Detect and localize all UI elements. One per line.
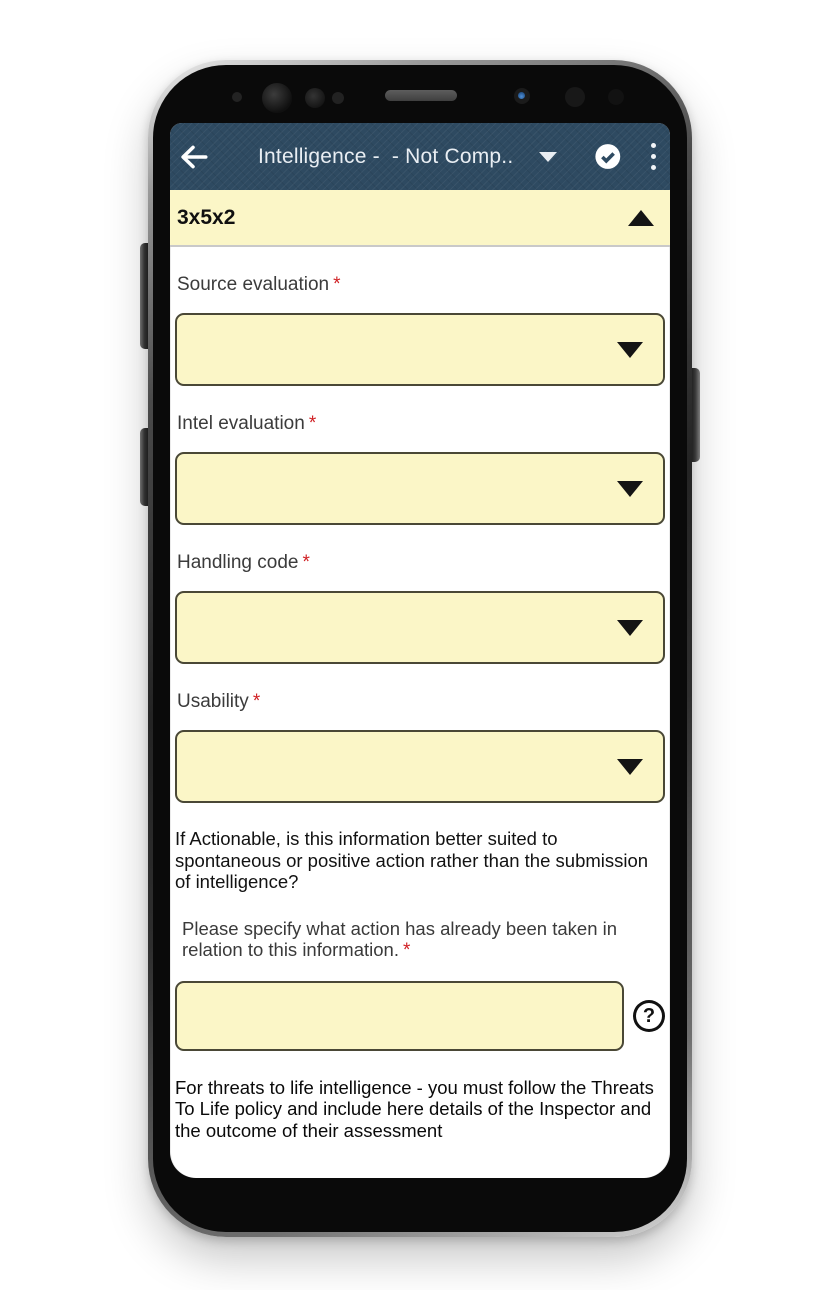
collapse-triangle-icon — [628, 210, 654, 226]
guidance-text: For threats to life intelligence - you must follow the Threats To Life policy and include here details of the Inspector and the outcome of their assessment — [175, 1076, 654, 1141]
page-title: Intelligence - - Not Comp.. — [258, 144, 514, 168]
required-asterisk: * — [308, 413, 317, 434]
dropdown-triangle-icon — [617, 759, 643, 775]
caret-down-icon[interactable] — [539, 152, 557, 162]
screen — [170, 123, 670, 1178]
required-asterisk: * — [402, 940, 411, 961]
sensor-dot — [608, 89, 624, 105]
front-camera — [262, 83, 292, 113]
required-asterisk: * — [302, 552, 310, 573]
check-circle-icon[interactable] — [595, 140, 621, 173]
sensor-dot — [565, 87, 585, 107]
earpiece-speaker — [385, 90, 457, 101]
handling-code-select[interactable] — [175, 591, 665, 664]
required-asterisk: * — [333, 274, 341, 295]
proximity-sensor — [232, 92, 242, 102]
dropdown-triangle-icon — [617, 342, 643, 358]
light-sensor — [332, 92, 344, 104]
source-evaluation-select[interactable] — [175, 313, 665, 386]
field-label: Handling code * — [177, 552, 310, 573]
app-bar — [170, 123, 670, 190]
usability-select[interactable] — [175, 730, 665, 803]
back-arrow-icon[interactable] — [176, 140, 210, 174]
phone-frame — [148, 60, 692, 1237]
section-header[interactable] — [170, 190, 670, 247]
overflow-menu-icon[interactable] — [651, 143, 656, 170]
field-label: Intel evaluation * — [177, 413, 317, 434]
section-title: 3x5x2 — [177, 205, 236, 229]
form-content — [170, 274, 670, 1141]
phone-bezel — [153, 65, 687, 1232]
field-label: Usability * — [177, 691, 261, 712]
help-question-icon[interactable]: ? — [633, 1000, 665, 1032]
intel-evaluation-select[interactable] — [175, 452, 665, 525]
iris-sensor — [305, 88, 325, 108]
dropdown-triangle-icon — [617, 481, 643, 497]
question-text: If Actionable, is this information better suited to spontaneous or positive action rather than the submission of intelligence? — [175, 828, 649, 892]
required-asterisk: * — [252, 691, 261, 712]
notification-led — [514, 88, 530, 104]
dropdown-triangle-icon — [617, 620, 643, 636]
action-prompt: Please specify what action has already been taken in relation to this information. * — [182, 917, 618, 961]
field-label: Source evaluation * — [177, 274, 341, 295]
action-input-row — [175, 981, 665, 1051]
action-taken-input[interactable] — [175, 981, 624, 1051]
